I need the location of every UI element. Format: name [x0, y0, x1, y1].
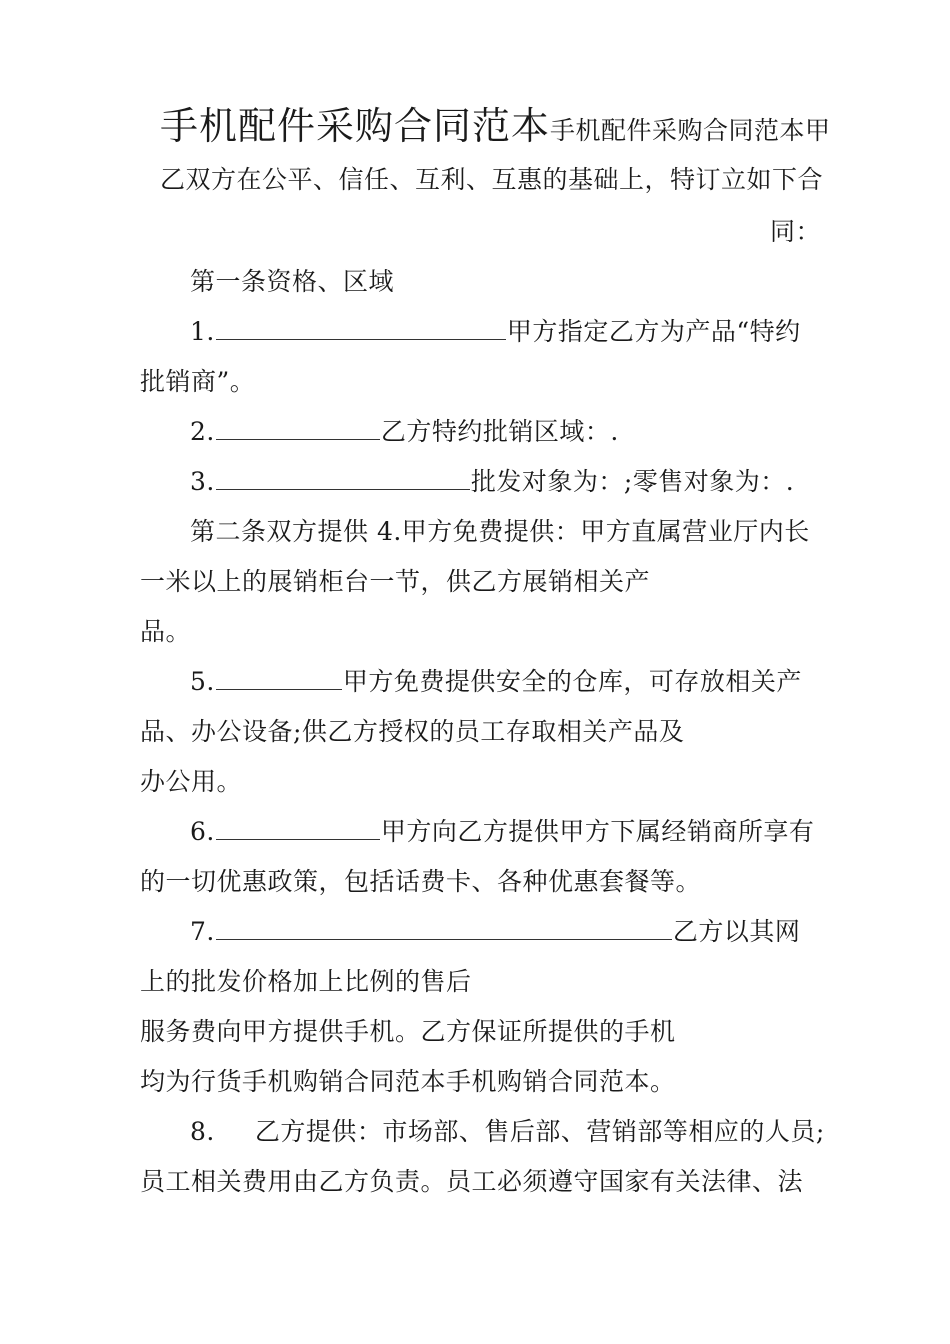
item-5-number: 5. — [190, 667, 215, 696]
item-5 — [190, 667, 802, 697]
item-2-number: 2. — [190, 417, 215, 446]
item-7-continuation-1: 上的批发价格加上比例的售后 — [140, 967, 472, 996]
item-7-number: 7. — [190, 917, 215, 946]
item-6-text: 甲方向乙方提供甲方下属经销商所享有 — [380, 817, 815, 846]
item-7 — [190, 917, 800, 947]
item-1-number: 1. — [190, 317, 215, 346]
item-5-continuation-2: 办公用。 — [140, 767, 243, 796]
document-title: 手机配件采购合同范本 — [160, 104, 551, 148]
article2-line-2: 一米以上的展销柜台一节，供乙方展销相关产 — [140, 567, 651, 596]
item-2-blank — [216, 417, 380, 440]
intro-line-2: 同： — [770, 217, 822, 246]
item-7-blank — [216, 917, 672, 940]
item-1-blank — [216, 317, 506, 340]
item-7-continuation-2: 服务费向甲方提供手机。乙方保证所提供的手机 — [140, 1017, 676, 1046]
item-1 — [190, 317, 801, 347]
item-5-blank — [216, 667, 342, 690]
item-3-blank — [216, 467, 470, 490]
item-2 — [190, 417, 619, 447]
article2-line-3: 品。 — [140, 617, 192, 646]
item-6-blank — [216, 817, 380, 840]
item-8 — [190, 1117, 825, 1147]
article2-line-1: 第二条双方提供 4.甲方免费提供：甲方直属营业厅内长 — [190, 517, 810, 546]
item-7-continuation-3: 均为行货手机购销合同范本手机购销合同范本。 — [140, 1067, 676, 1096]
item-8-text: 乙方提供：市场部、售后部、营销部等相应的人员; — [254, 1117, 825, 1146]
item-8-continuation: 员工相关费用由乙方负责。员工必须遵守国家有关法律、法 — [140, 1167, 804, 1196]
item-1-continuation: 批销商”。 — [140, 367, 256, 396]
item-3-number: 3. — [190, 467, 215, 496]
item-1-text: 甲方指定乙方为产品“特约 — [506, 317, 801, 346]
item-3-text: 批发对象为：;零售对象为：. — [470, 467, 795, 496]
item-5-continuation-1: 品、办公设备;供乙方授权的员工存取相关产品及 — [140, 717, 685, 746]
article1-heading: 第一条资格、区域 — [190, 267, 395, 296]
item-2-text: 乙方特约批销区域：. — [380, 417, 619, 446]
item-6 — [190, 817, 814, 847]
title-line — [160, 104, 831, 153]
item-5-text: 甲方免费提供安全的仓库，可存放相关产 — [342, 667, 802, 696]
item-6-number: 6. — [190, 817, 215, 846]
item-3 — [190, 467, 794, 497]
intro-line-1: 乙双方在公平、信任、互利、互惠的基础上，特订立如下合 — [160, 165, 824, 194]
item-7-text: 乙方以其网 — [672, 917, 801, 946]
title-continuation: 手机配件采购合同范本甲 — [550, 116, 831, 145]
item-8-number: 8. — [190, 1117, 215, 1146]
item-6-continuation: 的一切优惠政策，包括话费卡、各种优惠套餐等。 — [140, 867, 702, 896]
